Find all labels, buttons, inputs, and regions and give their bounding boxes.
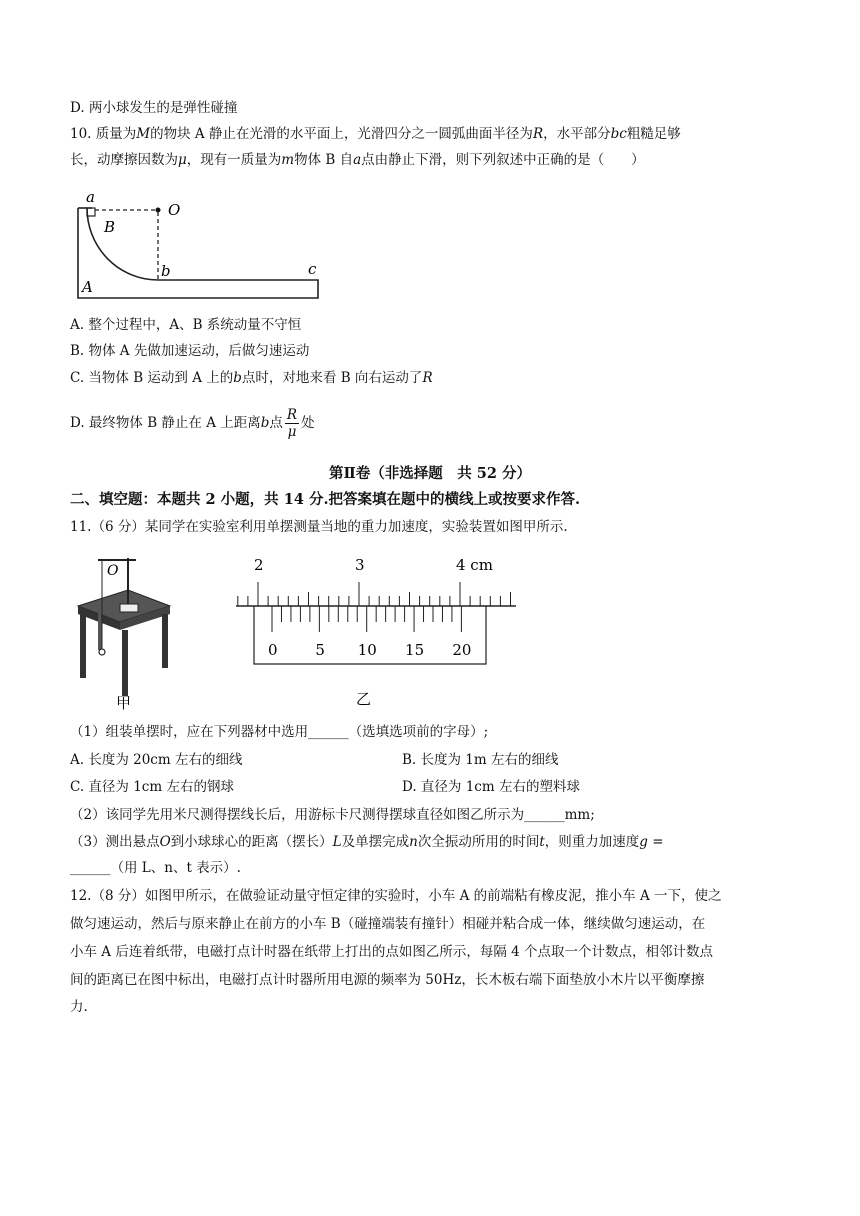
label-b-point: b — [161, 262, 171, 280]
q12-line1: 12.（8 分）如图甲所示，在做验证动量守恒定律的实验时，小车 A 的前端粘有橡皮泥，推小车 A 一下，使之 — [70, 888, 722, 904]
q12-line3: 小车 A 后连着纸带，电磁打点计时器在纸带上打出的点如图乙所示，每隔 4 个点取一个计数点，相邻计数点 — [70, 944, 714, 960]
label-b-upper: B — [104, 218, 116, 236]
vernier-scale-label: 20 — [452, 641, 472, 659]
quarter-arc — [87, 208, 158, 280]
label-a: a — [86, 188, 95, 206]
q10-figure — [70, 186, 330, 306]
q11-part1: （1）组装单摆时，应在下列器材中选用______（选填选项前的字母）; — [70, 724, 489, 740]
vernier-scale-label: 10 — [357, 641, 377, 659]
q12-line2: 做匀速运动，然后与原来静止在前方的小车 B（碰撞端装有撞针）相碰并粘合成一体，继续做匀速运动，在 — [70, 916, 706, 932]
label-o: O — [168, 201, 181, 219]
label-a-block: A — [82, 278, 93, 296]
fraction-r-over-mu: $\frac{R}{\mu}$ — [286, 407, 298, 440]
q11-option-d: D. 直径为 1cm 左右的塑料球 — [402, 779, 580, 795]
q10-option-b: B. 物体 A 先做加速运动，后做匀速运动 — [70, 343, 310, 359]
q11-stem: 11.（6 分）某同学在实验室利用单摆测量当地的重力加速度，实验装置如图甲所示. — [70, 519, 568, 535]
q10-option-c: C. 当物体 B 运动到 A 上的b点时，对地来看 B 向右运动了R — [70, 370, 433, 386]
q11-option-a: A. 长度为 20cm 左右的细线 — [70, 752, 243, 768]
q10-option-d: D. 最终物体 B 静止在 A 上距离b点 $\frac{R}{\mu}$ 处 — [70, 407, 315, 440]
q12-line4: 间的距离已在图中标出，电磁打点计时器所用电源的频率为 50Hz，长木板右端下面垫放小木片以平衡摩擦 — [70, 972, 705, 988]
caption-yi: 乙 — [356, 690, 372, 708]
vernier-scale-label: 5 — [315, 641, 325, 659]
q10-option-a: A. 整个过程中，A、B 系统动量不守恒 — [70, 317, 302, 333]
figure-yi-vernier — [232, 550, 522, 710]
main-scale-label: 3 — [355, 556, 365, 574]
caption-jia: 甲 — [116, 694, 132, 712]
block-b — [87, 208, 95, 216]
q11-part3-line1: （3）测出悬点O到小球球心的距离（摆长）L及单摆完成n次全振动所用的时间t，则重力加速度g = — [70, 834, 664, 850]
q11-part2: （2）该同学先用米尺测得摆线长后，用游标卡尺测得摆球直径如图乙所示为______mm; — [70, 807, 595, 823]
figure-jia — [70, 548, 180, 718]
vernier-scale-label: 0 — [268, 641, 278, 659]
q11-option-b: B. 长度为 1m 左右的细线 — [402, 752, 559, 768]
center-point-o — [156, 208, 161, 213]
vernier-scale-label: 15 — [405, 641, 425, 659]
label-c: c — [308, 260, 317, 278]
q12-line5: 力. — [70, 999, 88, 1015]
main-scale-label: 2 — [254, 556, 264, 574]
q11-part3-line2: ______（用 L、n、t 表示）. — [70, 860, 241, 876]
q10-stem-line1: 10. 质量为M的物块 A 静止在光滑的水平面上，光滑四分之一圆弧曲面半径为R，水平部分bc粗糙足够 — [70, 126, 681, 142]
label-o-jia: O — [107, 563, 119, 579]
section-fill-in: 二、填空题：本题共 2 小题，共 14 分.把答案填在题中的横线上或按要求作答. — [70, 491, 581, 508]
part2-title: 第Ⅱ卷（非选择题 共 52 分） — [329, 465, 531, 482]
q10-stem-line2: 长，动摩擦因数为μ，现有一质量为m物体 B 自a点由静止下滑，则下列叙述中正确的是（ ） — [70, 152, 645, 168]
q11-option-c: C. 直径为 1cm 左右的钢球 — [70, 779, 234, 795]
main-scale-label: 4 cm — [456, 556, 493, 574]
q9-option-d: D. 两小球发生的是弹性碰撞 — [70, 100, 238, 116]
